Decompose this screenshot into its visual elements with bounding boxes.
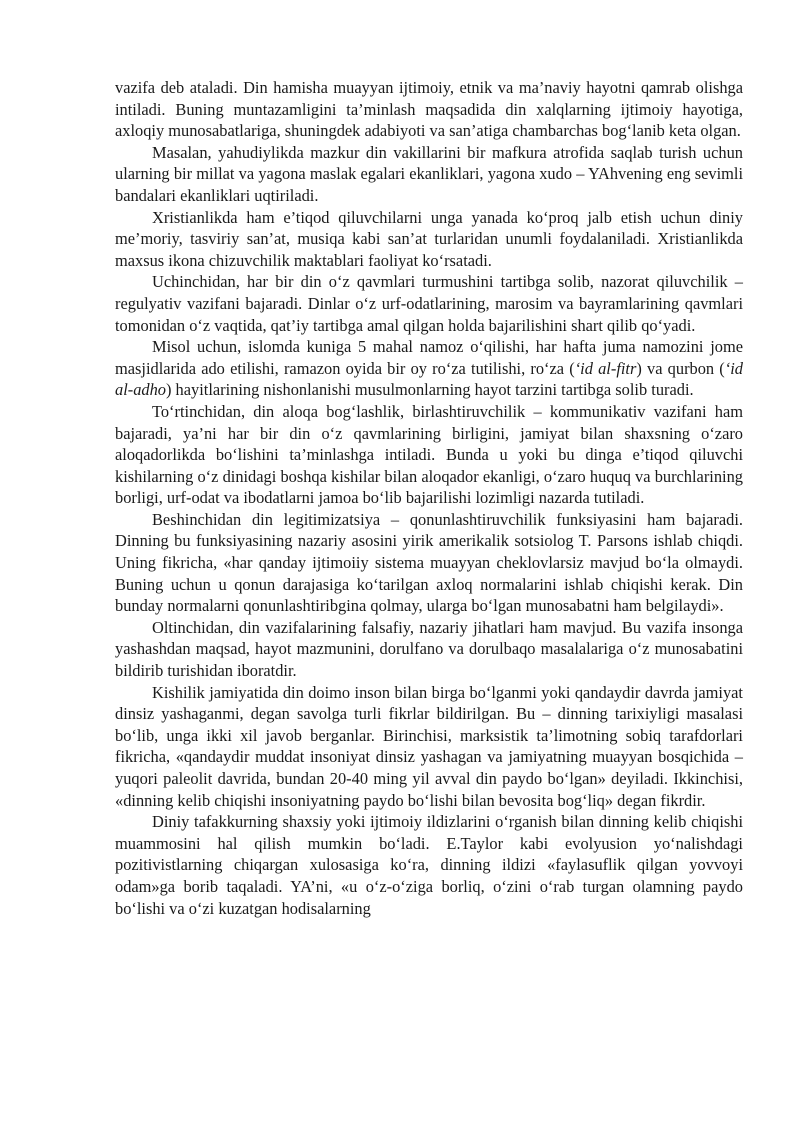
paragraph-3: [115, 207, 743, 272]
paragraph-10: [115, 811, 743, 919]
paragraph-5-text: Misol uchun, islomda kuniga 5 mahal namoz o‘qilishi, har hafta juma namozini jome masjidlarida ado etilishi, ramazon oyida bir oy ro‘za tutilishi, ro‘za (: [115, 337, 743, 378]
document-page: [115, 77, 743, 919]
paragraph-6: [115, 401, 743, 509]
paragraph-8: [115, 617, 743, 682]
paragraph-4: [115, 271, 743, 336]
paragraph-3-text: Xristianlikda ham e’tiqod qiluvchilarni unga yanada ko‘proq jalb etish uchun diniy me’moriy, tasviriy san’at, musiqa kabi san’at turlaridan unumli foydalaniladi. Xristianlikda maxsus ikona chizuvchilik maktablari faoliyat ko‘rsatadi.: [115, 207, 743, 270]
paragraph-2: [115, 142, 743, 207]
paragraph-5-italic-term-2: ‘id al-adho: [115, 358, 743, 400]
paragraph-9-text: Kishilik jamiyatida din doimo inson bilan birga bo‘lganmi yoki qandaydir davrda jamiyat dinsiz yashaganmi, degan savolga turli fikrlar bildirilgan. Bu – dinning tarixiyligi masalasi bo‘lib, unga ikki xil javob berganlar. Birinchisi, marksistik ta’limotning sobiq tarafdorlari fikricha, «qandaydir muddat insoniyat dinsiz yashagan va jamiyatning muayyan bosqichida – yuqori paleolit davrida, bundan 20-40 ming yil avval din paydo bo‘lgan» deyiladi. Ikkinchisi, «dinning kelib chiqishi insoniyatning paydo bo‘lishi bilan bevosita bog‘liq» degan fikrdir.: [115, 682, 743, 810]
paragraph-1-text: vazifa deb ataladi. Din hamisha muayyan ijtimoiy, etnik va ma’naviy hayotni qamrab olishga intiladi. Buning muntazamligini ta’minlash maqsadida din xalqlarning ijtimoiy hayotiga, axloqiy munosabatlariga, shuningdek adabiyoti va san’atiga chambarchas bog‘lanib keta olgan.: [115, 78, 743, 141]
paragraph-7-text: Beshinchidan din legitimizatsiya – qonunlashtiruvchilik funksiyasini ham bajaradi. Dinning bu funksiyasining nazariy asosini yirik amerikalik sotsiolog T. Parsons ishlab chiqdi. Uning fikricha, «har qanday ijtimoiiy sistema muayyan cheklovlarsiz mavjud bo‘la olmaydi. Buning uchun u qonun darajasiga ko‘tarilgan axloq normalarini ishlab chiqishi kerak. Din bunday normalarni qonunlashtiribgina qolmay, ularga bo‘lgan munosabatni ham belgilaydi».: [115, 509, 743, 616]
paragraph-7: [115, 509, 743, 617]
paragraph-5-text-2: ) va qurbon (: [636, 358, 725, 378]
paragraph-5: [115, 336, 743, 401]
paragraph-8-text: Oltinchidan, din vazifalarining falsafiy, nazariy jihatlari ham mavjud. Bu vazifa insonga yashashdan maqsad, hayot mazmunini, dorulfano va dorulbaqo masalalariga o‘z munosabatini bildirib turishidan iboratdir.: [115, 617, 743, 681]
paragraph-5-italic-term-1: ‘id al-fitr: [574, 358, 637, 378]
paragraph-2-text: Masalan, yahudiylikda mazkur din vakillarini bir mafkura atrofida saqlab turish uchun ularning bir millat va yagona maslak egalari ekanliklari, yagona xudo – YAhvening eng sevimli bandalari ekanliklari uqtiriladi.: [115, 142, 743, 205]
paragraph-5-text-3: ) hayitlarining nishonlanishi musulmonlarning hayot tarzini tartibga solib turadi.: [166, 380, 694, 400]
paragraph-1: [115, 77, 743, 142]
paragraph-10-text: Diniy tafakkurning shaxsiy yoki ijtimoiy ildizlarini o‘rganish bilan dinning kelib chiqishi muammosini hal qilish mumkin bo‘ladi. E.Taylor kabi evolyusion yo‘nalishdagi pozitivistlarning chiqargan xulosasiga ko‘ra, dinning ildizi «faylasuflik qilgan yovvoyi odam»ga borib taqaladi. YA’ni, «u o‘z-o‘ziga borliq, o‘zini o‘rab turgan olamning paydo bo‘lishi va o‘zi kuzatgan hodisalarning: [115, 812, 743, 918]
paragraph-9: [115, 682, 743, 812]
paragraph-4-text: Uchinchidan, har bir din o‘z qavmlari turmushini tartibga solib, nazorat qiluvchilik – regulyativ vazifani bajaradi. Dinlar o‘z urf-odatlarining, marosim va bayramlarining qavmlari tomonidan o‘z vaqtida, qat’iy tartibga amal qilgan holda bajarilishini shart qilib qo‘yadi.: [115, 272, 743, 335]
paragraph-6-text: To‘rtinchidan, din aloqa bog‘lashlik, birlashtiruvchilik – kommunikativ vazifani ham bajaradi, ya’ni har bir din o‘z qavmlarining birligini, jamiyat bilan shaxsning o‘zaro aloqadorlikda bo‘lishini ta’minlashga intiladi. Bunda u yoki bu dinga e’tiqod qiluvchi kishilarning o‘z dinidagi boshqa kishilar bilan aloqador ekanligi, o‘zaro huquq va burchlarining borligi, urf-odat va ibodatlarni jamoa bo‘lib bajarilishi lozimligi nazarda tutiladi.: [115, 401, 743, 508]
